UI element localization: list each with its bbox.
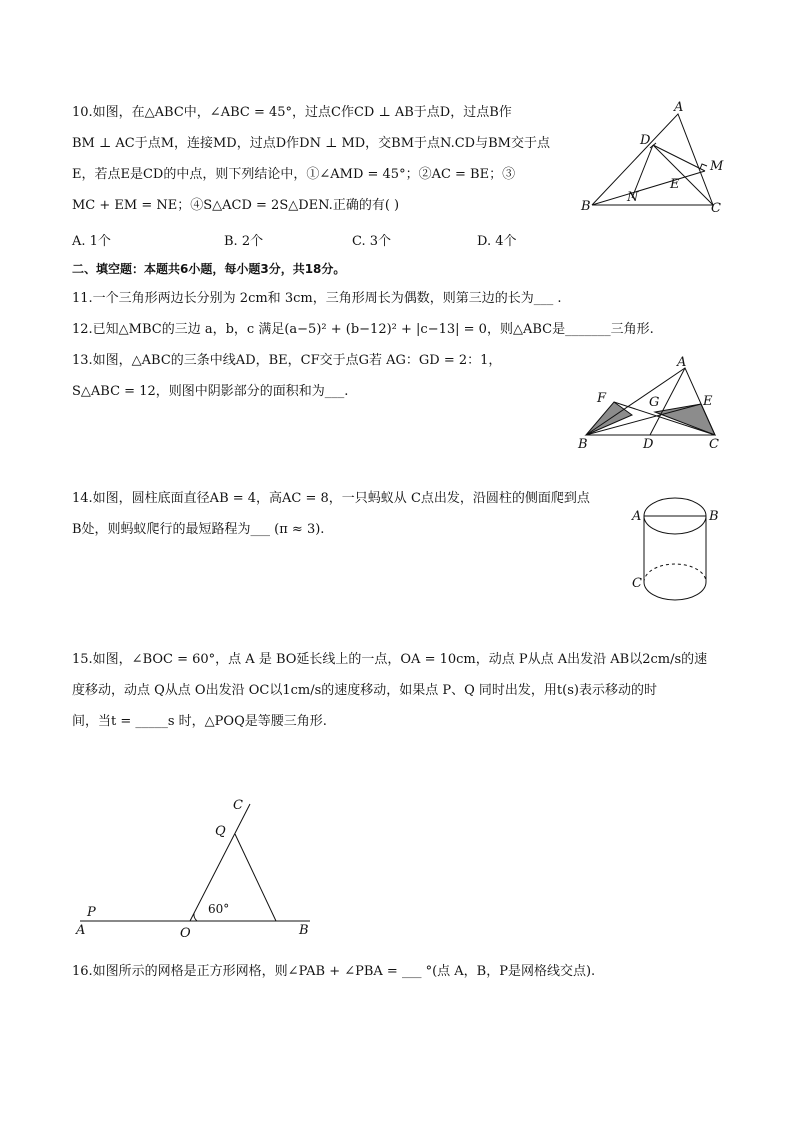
q10-choice-a[interactable]: A. 1个	[72, 234, 111, 249]
q10-label-c: C	[711, 201, 721, 216]
q14-line-2: B处，则蚂蚁爬行的最短路程为___ (π ≈ 3).	[72, 522, 325, 537]
q13-label-c: C	[709, 437, 719, 452]
q13-line-2: S△ABC = 12，则图中阴影部分的面积和为___.	[72, 384, 349, 399]
q10-label-b: B	[581, 199, 591, 214]
q15-label-a: A	[76, 923, 86, 938]
q15-figure	[70, 792, 330, 942]
q10-label-a: A	[674, 100, 684, 115]
q15-label-o: O	[180, 926, 191, 941]
q13-label-f: F	[597, 391, 607, 406]
q13-label-a: A	[677, 355, 687, 370]
q14-label-c: C	[632, 576, 642, 591]
q15-line-2: 度移动，动点 Q从点 O出发沿 OC以1cm/s的速度移动，如果点 P、Q 同时出发，用t(s)表示移动的时	[72, 683, 657, 698]
q10-line-2: BM ⊥ AC于点M，连接MD，过点D作DN ⊥ MD，交BM于点N.CD与BM交于点	[72, 136, 550, 151]
q14-line-1: 14.如图，圆柱底面直径AB = 4，高AC = 8，一只蚂蚁从 C点出发，沿圆柱的侧面爬到点	[72, 491, 590, 506]
q13-line-1: 13.如图，△ABC的三条中线AD，BE，CF交于点G若 AG：GD = 2：1，	[72, 353, 502, 368]
section-2-heading: 二、填空题：本题共6小题，每小题3分，共18分。	[72, 262, 346, 276]
q16-text: 16.如图所示的网格是正方形网格，则∠PAB + ∠PBA = ___ °(点 A，B，P是网格线交点).	[72, 964, 596, 979]
q12-text: 12.已知△MBC的三边 a，b，c 满足(a−5)² + (b−12)² + |c−13| = 0，则△ABC是_______三角形.	[72, 322, 654, 337]
q14-label-a: A	[632, 509, 642, 524]
q14-figure	[628, 488, 728, 618]
q10-label-m: M	[710, 159, 724, 174]
q14-label-b: B	[709, 509, 719, 524]
q13-label-d: D	[643, 437, 654, 452]
q13-figure	[575, 354, 725, 454]
q10-choice-c[interactable]: C. 3个	[352, 234, 392, 249]
q15-label-c: C	[233, 798, 243, 813]
q15-line-3: 间，当t = _____s 时，△POQ是等腰三角形.	[72, 714, 327, 729]
q10-line-1: 10.如图，在△ABC中，∠ABC = 45°，过点C作CD ⊥ AB于点D，过点B作	[72, 105, 512, 120]
q15-angle-label: 60°	[208, 902, 230, 916]
q10-label-n: N	[627, 190, 639, 205]
q10-figure	[578, 98, 728, 218]
q13-label-e: E	[703, 394, 713, 409]
q15-label-p: P	[87, 905, 96, 920]
q13-label-b: B	[578, 437, 588, 452]
q15-label-b: B	[299, 923, 309, 938]
q10-label-e: E	[670, 177, 680, 192]
q15-line-1: 15.如图，∠BOC = 60°，点 A 是 BO延长线上的一点，OA = 10cm，动点 P从点 A出发沿 AB以2cm/s的速	[72, 652, 708, 667]
q10-choice-b[interactable]: B. 2个	[224, 234, 264, 249]
q10-label-d: D	[640, 133, 651, 148]
q11-text: 11.一个三角形两边长分别为 2cm和 3cm，三角形周长为偶数，则第三边的长为___ .	[72, 291, 562, 306]
q10-line-3: E，若点E是CD的中点，则下列结论中，①∠AMD = 45°；②AC = BE；③	[72, 167, 516, 182]
q15-label-q: Q	[215, 824, 226, 839]
q10-line-4: MC + EM = NE；④S△ACD = 2S△DEN.正确的有( )	[72, 198, 400, 213]
q10-choice-d[interactable]: D. 4个	[477, 234, 517, 249]
q13-label-g: G	[649, 395, 660, 410]
